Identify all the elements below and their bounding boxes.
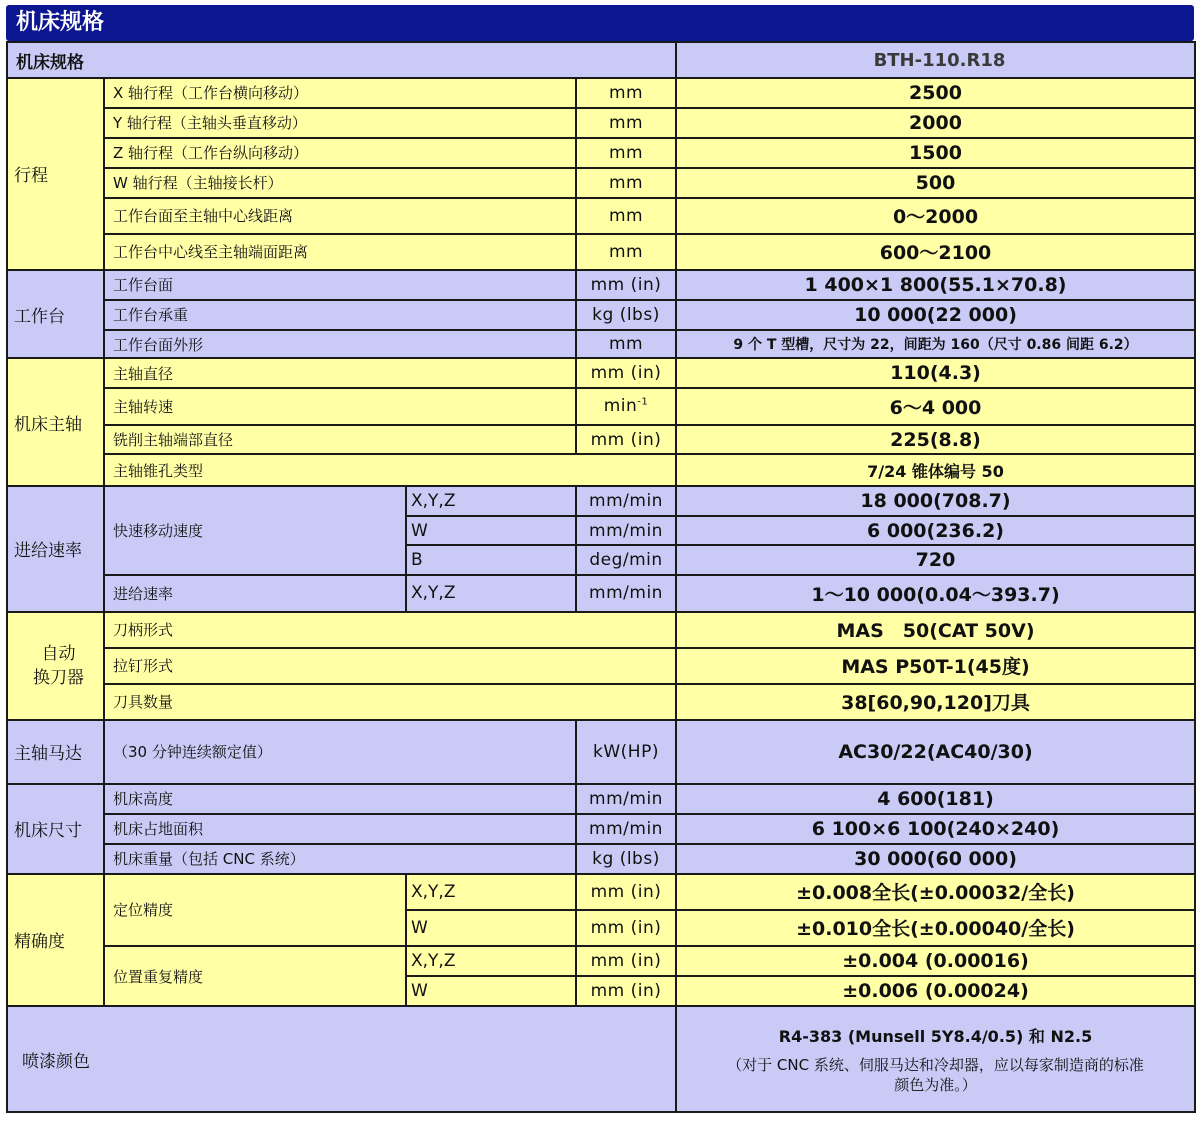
spec-item: 快速移动速度 bbox=[104, 486, 406, 576]
spec-unit: mm/min bbox=[576, 486, 676, 516]
spec-item: Z 轴行程（工作台纵向移动） bbox=[104, 138, 576, 168]
spec-unit: kg (lbs) bbox=[576, 844, 676, 874]
spec-item: 工作台承重 bbox=[104, 300, 576, 330]
spec-value: MAS P50T-1(45度) bbox=[676, 648, 1195, 684]
spec-axis: W bbox=[406, 910, 576, 946]
spec-item: 机床重量（包括 CNC 系统） bbox=[104, 844, 576, 874]
spec-value: ±0.006 (0.00024) bbox=[676, 976, 1195, 1006]
spec-unit: mm bbox=[576, 108, 676, 138]
spec-unit: mm (in) bbox=[576, 358, 676, 388]
spec-value: 38[60,90,120]刀具 bbox=[676, 684, 1195, 720]
spec-value: 2000 bbox=[676, 108, 1195, 138]
table-row bbox=[7, 454, 1195, 485]
page-title: 机床规格 bbox=[6, 5, 1194, 41]
spec-axis: X,Y,Z bbox=[406, 486, 576, 516]
spec-unit: mm bbox=[576, 168, 676, 198]
spec-unit: mm bbox=[576, 330, 676, 359]
category-dimensions: 机床尺寸 bbox=[7, 784, 104, 874]
spec-axis: W bbox=[406, 516, 576, 546]
category-atc bbox=[7, 612, 104, 720]
header-label: 机床规格 bbox=[7, 42, 676, 78]
table-row bbox=[7, 358, 1195, 388]
spec-item: 工作台面外形 bbox=[104, 330, 576, 359]
spec-value: AC30/22(AC40/30) bbox=[676, 720, 1195, 784]
table-row bbox=[7, 388, 1195, 424]
spec-value: 1～10 000(0.04～393.7) bbox=[676, 575, 1195, 611]
spec-unit: mm (in) bbox=[576, 946, 676, 976]
table-row bbox=[7, 720, 1195, 784]
spec-value: 9 个 T 型槽，尺寸为 22，间距为 160（尺寸 0.86 间距 6.2） bbox=[676, 330, 1195, 359]
spec-item: 铣削主轴端部直径 bbox=[104, 425, 576, 455]
unit-superscript: -1 bbox=[637, 396, 649, 408]
spec-value: 600～2100 bbox=[676, 234, 1195, 270]
category-table: 工作台 bbox=[7, 270, 104, 359]
table-row bbox=[7, 198, 1195, 234]
spec-unit: deg/min bbox=[576, 545, 676, 575]
spec-unit: kg (lbs) bbox=[576, 300, 676, 330]
spec-item: 机床高度 bbox=[104, 784, 576, 814]
table-row bbox=[7, 684, 1195, 720]
category-accuracy: 精确度 bbox=[7, 874, 104, 1006]
table-row bbox=[7, 612, 1195, 648]
spec-axis: B bbox=[406, 545, 576, 575]
table-row bbox=[7, 648, 1195, 684]
table-row bbox=[7, 168, 1195, 198]
spec-item: 位置重复精度 bbox=[104, 946, 406, 1006]
table-row bbox=[7, 1006, 1195, 1112]
category-feed: 进给速率 bbox=[7, 486, 104, 612]
table-row bbox=[7, 946, 1195, 976]
spec-value: 7/24 锥体编号 50 bbox=[676, 454, 1195, 485]
table-row bbox=[7, 575, 1195, 611]
spec-value: MAS 50(CAT 50V) bbox=[676, 612, 1195, 648]
table-row bbox=[7, 486, 1195, 516]
table-row bbox=[7, 784, 1195, 814]
spec-unit: mm (in) bbox=[576, 976, 676, 1006]
spec-value: ±0.008全长(±0.00032/全长) bbox=[676, 874, 1195, 910]
category-atc-line1: 自动 bbox=[41, 643, 76, 664]
spec-axis: X,Y,Z bbox=[406, 946, 576, 976]
spec-unit: kW(HP) bbox=[576, 720, 676, 784]
table-row bbox=[7, 330, 1195, 359]
spec-unit: mm bbox=[576, 138, 676, 168]
spec-value: 1 400×1 800(55.1×70.8) bbox=[676, 270, 1195, 300]
table-header-row bbox=[7, 42, 1195, 78]
category-atc-line2: 换刀器 bbox=[33, 667, 84, 688]
spec-item: 进给速率 bbox=[104, 575, 406, 611]
category-motor: 主轴马达 bbox=[7, 720, 104, 784]
category-travel: 行程 bbox=[7, 78, 104, 270]
spec-item: 定位精度 bbox=[104, 874, 406, 946]
spec-value: 500 bbox=[676, 168, 1195, 198]
spec-value: 30 000(60 000) bbox=[676, 844, 1195, 874]
table-row bbox=[7, 874, 1195, 910]
spec-value: 110(4.3) bbox=[676, 358, 1195, 388]
spec-unit: mm (in) bbox=[576, 874, 676, 910]
spec-item: 主轴锥孔类型 bbox=[104, 454, 676, 485]
spec-unit: mm (in) bbox=[576, 910, 676, 946]
spec-unit: mm/min bbox=[576, 814, 676, 844]
spec-axis: W bbox=[406, 976, 576, 1006]
spec-item: 工作台面至主轴中心线距离 bbox=[104, 198, 576, 234]
spec-item: （30 分钟连续额定值） bbox=[104, 720, 576, 784]
spec-value: 4 600(181) bbox=[676, 784, 1195, 814]
spec-unit: mm (in) bbox=[576, 270, 676, 300]
spec-axis: X,Y,Z bbox=[406, 575, 576, 611]
spec-unit: mm bbox=[576, 198, 676, 234]
table-row bbox=[7, 108, 1195, 138]
spec-value: 6～4 000 bbox=[676, 388, 1195, 424]
paint-cell bbox=[676, 1006, 1195, 1112]
spec-value: 10 000(22 000) bbox=[676, 300, 1195, 330]
spec-value: 1500 bbox=[676, 138, 1195, 168]
spec-item: 拉钉形式 bbox=[104, 648, 676, 684]
paint-value: R4-383 (Munsell 5Y8.4/0.5) 和 N2.5 bbox=[778, 1026, 1093, 1046]
spec-item: X 轴行程（工作台横向移动） bbox=[104, 78, 576, 108]
paint-note: （对于 CNC 系统、伺服马达和冷却器，应以每家制造商的标准颜色为准。） bbox=[727, 1055, 1144, 1094]
table-row bbox=[7, 844, 1195, 874]
spec-value: ±0.010全长(±0.00040/全长) bbox=[676, 910, 1195, 946]
spec-value: 2500 bbox=[676, 78, 1195, 108]
spec-item: 刀具数量 bbox=[104, 684, 676, 720]
table-row bbox=[7, 814, 1195, 844]
unit-base: min bbox=[603, 396, 638, 417]
spec-value: 18 000(708.7) bbox=[676, 486, 1195, 516]
spec-item: 机床占地面积 bbox=[104, 814, 576, 844]
spec-unit: mm bbox=[576, 78, 676, 108]
spec-unit: mm (in) bbox=[576, 425, 676, 455]
table-row bbox=[7, 78, 1195, 108]
category-paint: 喷漆颜色 bbox=[7, 1006, 676, 1112]
spec-table bbox=[6, 41, 1196, 1113]
spec-item: W 轴行程（主轴接长杆） bbox=[104, 168, 576, 198]
spec-item: 主轴直径 bbox=[104, 358, 576, 388]
spec-item: Y 轴行程（主轴头垂直移动） bbox=[104, 108, 576, 138]
spec-value: 0～2000 bbox=[676, 198, 1195, 234]
category-spindle: 机床主轴 bbox=[7, 358, 104, 485]
spec-value: 225(8.8) bbox=[676, 425, 1195, 455]
table-row bbox=[7, 270, 1195, 300]
spec-item: 工作台中心线至主轴端面距离 bbox=[104, 234, 576, 270]
spec-unit bbox=[576, 388, 676, 424]
table-row bbox=[7, 234, 1195, 270]
spec-axis: X,Y,Z bbox=[406, 874, 576, 910]
spec-item: 工作台面 bbox=[104, 270, 576, 300]
table-row bbox=[7, 425, 1195, 455]
spec-item: 刀柄形式 bbox=[104, 612, 676, 648]
spec-value: 6 000(236.2) bbox=[676, 516, 1195, 546]
table-row bbox=[7, 300, 1195, 330]
spec-value: ±0.004 (0.00016) bbox=[676, 946, 1195, 976]
spec-unit: mm/min bbox=[576, 575, 676, 611]
spec-value: 6 100×6 100(240×240) bbox=[676, 814, 1195, 844]
spec-unit: mm/min bbox=[576, 784, 676, 814]
model-name: BTH-110.R18 bbox=[676, 42, 1195, 78]
spec-unit: mm/min bbox=[576, 516, 676, 546]
spec-unit: mm bbox=[576, 234, 676, 270]
spec-item: 主轴转速 bbox=[104, 388, 576, 424]
table-row bbox=[7, 138, 1195, 168]
spec-value: 720 bbox=[676, 545, 1195, 575]
